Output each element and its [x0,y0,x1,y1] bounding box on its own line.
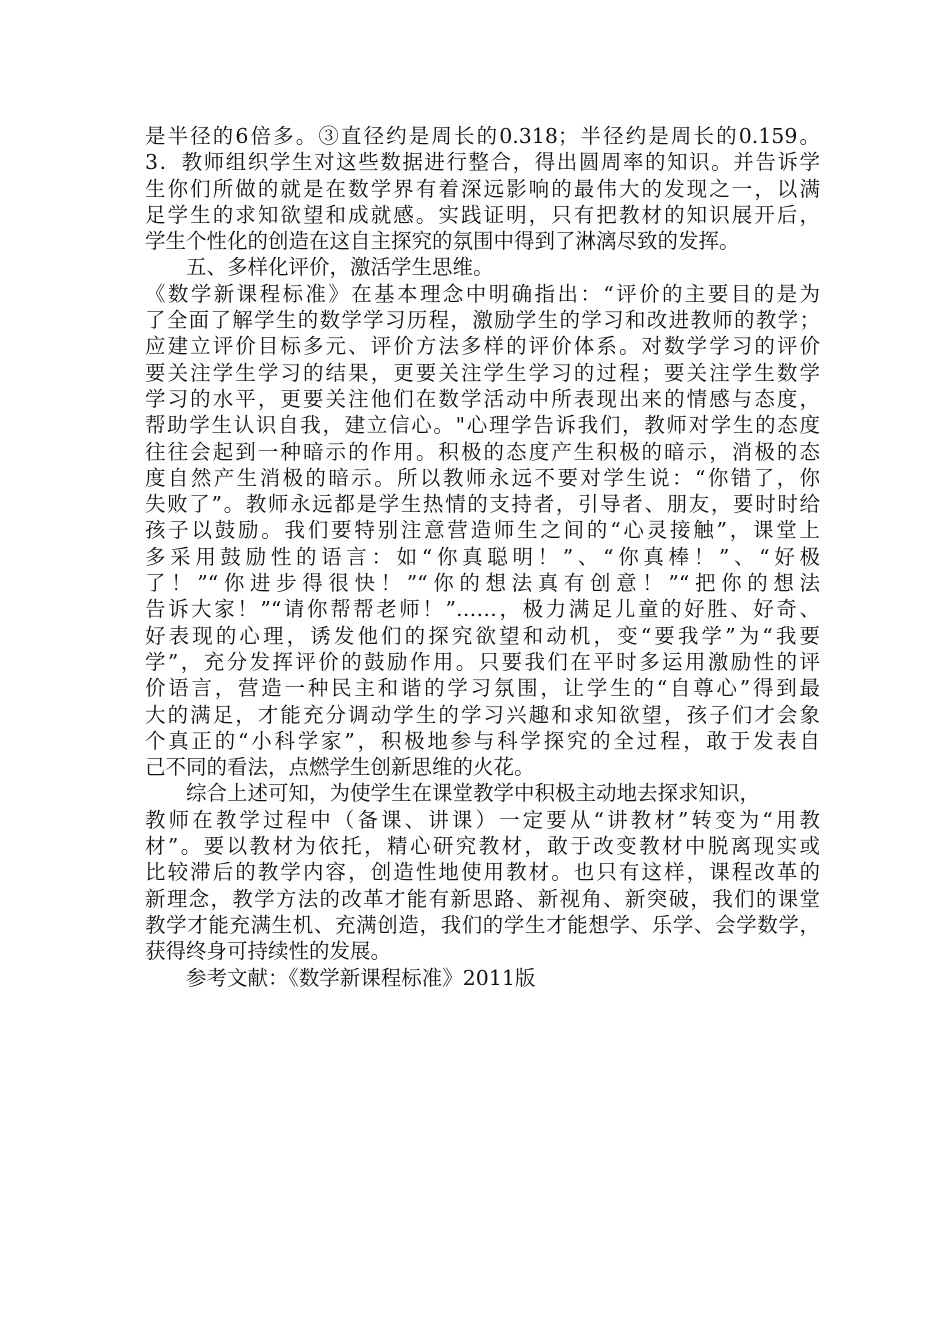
text-line: 生你们所做的就是在数学界有着深远影响的最伟大的发现之一，以满 [145,176,820,201]
text-line: 学习的水平，更要关注他们在数学活动中所表现出来的情感与态度， [145,386,820,411]
text-line: 个真正的“小科学家”，积极地参与科学探究的全过程，敢于发表自 [145,728,820,753]
references-line: 参考文献：《数学新课程标准》2011版 [186,965,536,990]
text-line: 《数学新课程标准》在基本理念中明确指出：“评价的主要目的是为 [145,281,820,306]
document-body [145,123,820,991]
text-line: 多采用鼓励性的语言：如“你真聪明！”、“你真棒！”、“好极 [145,544,820,569]
text-line: 获得终身可持续性的发展。 [145,939,391,964]
text-line: 大的满足，才能充分调动学生的学习兴趣和求知欲望，孩子们才会象 [145,702,820,727]
text-line: 好表现的心理，诱发他们的探究欲望和动机，变“要我学”为“我要 [145,623,820,648]
text-line: 帮助学生认识自我，建立信心。"心理学告诉我们，教师对学生的态度 [145,413,820,438]
text-line: 孩子以鼓励。我们要特别注意营造师生之间的“心灵接触”，课堂上 [145,518,820,543]
text-line: 足学生的求知欲望和成就感。实践证明，只有把教材的知识展开后， [145,202,820,227]
text-line: 了！”“你进步得很快！”“你的想法真有创意！”“把你的想法 [145,571,820,596]
text-line: 比较滞后的教学内容，创造性地使用教材。也只有这样，课程改革的 [145,860,820,885]
text-line: 学”，充分发挥评价的鼓励作用。只要我们在平时多运用激励性的评 [145,649,820,674]
section-heading: 五、多样化评价，激活学生思维。 [186,255,494,280]
text-line: 应建立评价目标多元、评价方法多样的评价体系。对数学学习的评价 [145,334,820,359]
text-line: 学生个性化的创造在这自主探究的氛围中得到了淋漓尽致的发挥。 [145,229,740,254]
text-line: 价语言，营造一种民主和谐的学习氛围，让学生的“自尊心”得到最 [145,676,820,701]
text-line: 往往会起到一种暗示的作用。积极的态度产生积极的暗示，消极的态 [145,439,820,464]
text-line: 己不同的看法，点燃学生创新思维的火花。 [145,755,535,780]
text-line: 新理念，教学方法的改革才能有新思路、新视角、新突破，我们的课堂 [145,886,820,911]
text-line: 要关注学生学习的结果，更要关注学生学习的过程；要关注学生数学 [145,360,820,385]
text-line: 教学才能充满生机、充满创造，我们的学生才能想学、乐学、会学数学， [145,912,820,937]
text-line: 材”。要以教材为依托，精心研究教材，敢于改变教材中脱离现实或 [145,834,820,859]
text-line: 综合上述可知，为使学生在课堂教学中积极主动地去探求知识， [186,781,760,806]
text-line: 度自然产生消极的暗示。所以教师永远不要对学生说：“你错了，你 [145,465,820,490]
text-line: 失败了”。教师永远都是学生热情的支持者，引导者、朋友，要时时给 [145,492,820,517]
text-line: 教师在教学过程中（备课、讲课）一定要从“讲教材”转变为“用教 [145,807,820,832]
text-line: 是半径的6倍多。③直径约是周长的0.318；半径约是周长的0.159。 [145,124,820,148]
text-line: 告诉大家！”“请你帮帮老师！”……，极力满足儿童的好胜、好奇、 [145,597,820,622]
text-line: 了全面了解学生的数学学习历程，激励学生的学习和改进教师的教学； [145,308,820,333]
text-line: 3．教师组织学生对这些数据进行整合，得出圆周率的知识。并告诉学 [145,150,820,175]
